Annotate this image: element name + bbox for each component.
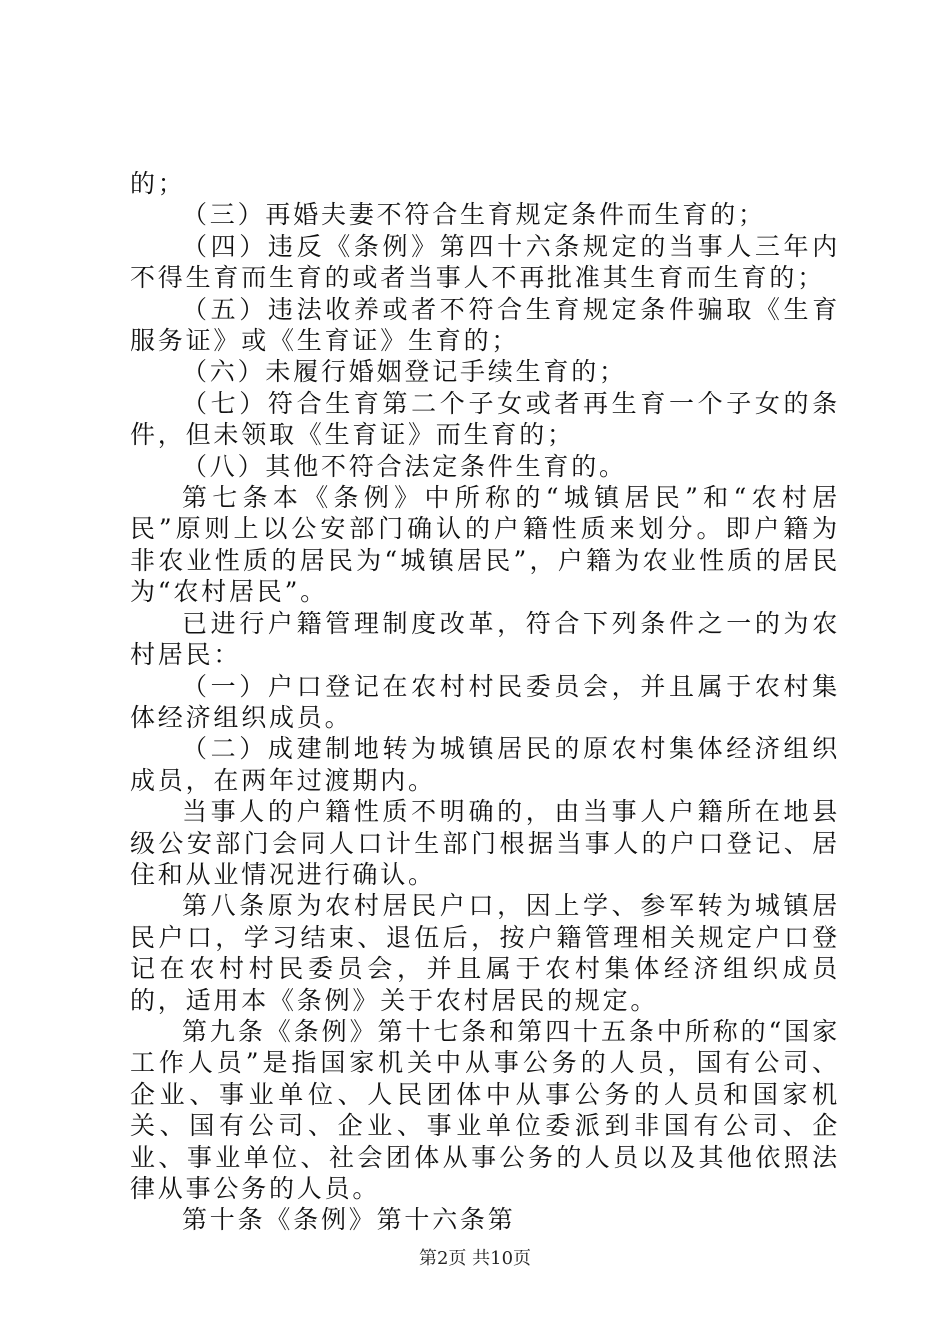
paragraph-article-10: 第十条《条例》第十六条第 <box>182 1205 516 1235</box>
paragraph: （五）违法收养或者不符合生育规定条件骗取《生育服务证》或《生育证》生育的； <box>130 294 840 356</box>
paragraph: （三）再婚夫妻不符合生育规定条件而生育的； <box>182 200 766 230</box>
paragraph: （四）违反《条例》第四十六条规定的当事人三年内不得生育而生育的或者当事人不再批准其生育而生育的； <box>130 231 840 293</box>
document-body <box>130 168 840 1236</box>
paragraph-article-9: 第九条《条例》第十七条和第四十五条中所称的“国家工作人员”是指国家机关中从事公务的人员，国有公司、企业、事业单位、人民团体中从事公务的人员和国家机关、国有公司、企业、事业单位委派到非国有公司、企业、事业单位、社会团体从事公务的人员以及其他依照法律从事公务的人员。 <box>130 1016 840 1203</box>
paragraph: （二）成建制地转为城镇居民的原农村集体经济组织成员，在两年过渡期内。 <box>130 734 840 795</box>
paragraph: 当事人的户籍性质不明确的，由当事人户籍所在地县级公安部门会同人口计生部门根据当事人的户口登记、居住和从业情况进行确认。 <box>130 797 840 889</box>
paragraph: （七）符合生育第二个子女或者再生育一个子女的条件，但未领取《生育证》而生育的； <box>130 388 840 450</box>
paragraph-article-8: 第八条原为农村居民户口，因上学、参军转为城镇居民户口，学习结束、退伍后，按户籍管理相关规定户口登记在农村村民委员会，并且属于农村集体经济组织成员的，适用本《条例》关于农村居民的规定。 <box>130 891 840 1015</box>
paragraph-continuation: 的； <box>130 169 186 198</box>
paragraph: 已进行户籍管理制度改革，符合下列条件之一的为农村居民： <box>130 608 840 670</box>
paragraph-article-7: 第七条本《条例》中所称的“城镇居民”和“农村居民”原则上以公安部门确认的户籍性质来划分。即户籍为非农业性质的居民为“城镇居民”，户籍为农业性质的居民为“农村居民”。 <box>130 483 840 607</box>
paragraph: （一）户口登记在农村村民委员会，并且属于农村集体经济组织成员。 <box>130 671 840 732</box>
page-footer: 第2页 共10页 <box>418 1248 532 1269</box>
paragraph: （六）未履行婚姻登记手续生育的； <box>182 357 627 387</box>
paragraph: （八）其他不符合法定条件生育的。 <box>182 451 627 481</box>
